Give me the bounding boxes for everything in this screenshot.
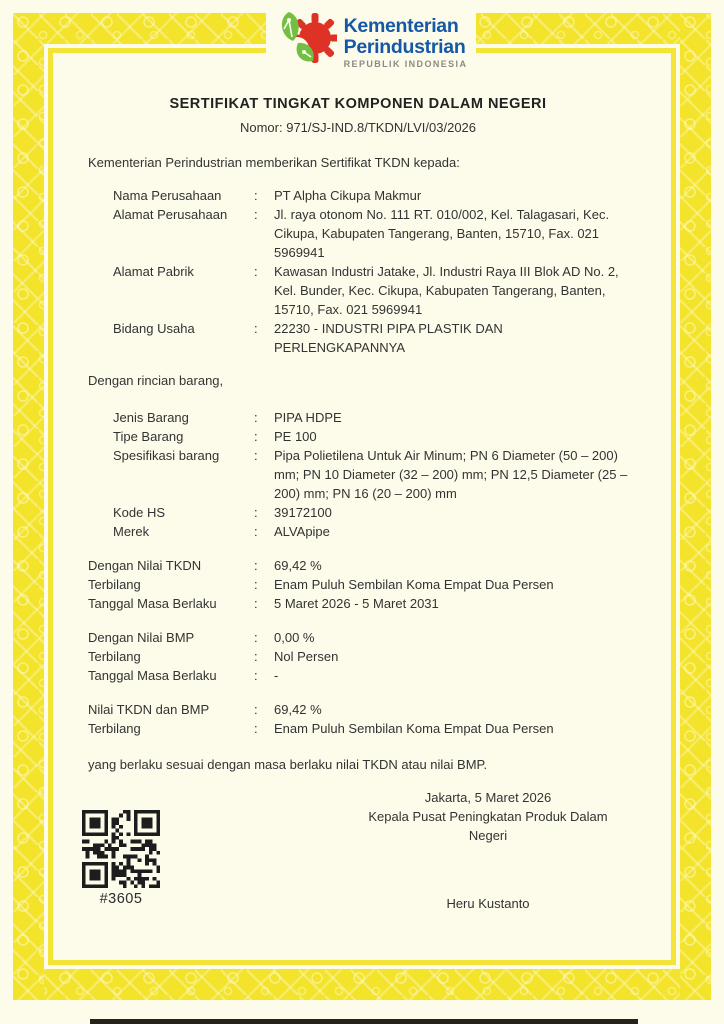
field-row-bmp-masa-berlaku (88, 666, 628, 685)
field-row-alamat-perusahaan (88, 205, 628, 262)
field-label: Terbilang (88, 721, 141, 736)
closing-line: yang berlaku sesuai dengan masa berlaku nilai TKDN atau nilai BMP. (88, 757, 488, 772)
field-row-kode-hs (88, 503, 628, 522)
field-label: Tanggal Masa Berlaku (88, 596, 217, 611)
colon-separator: : (254, 410, 258, 425)
field-row-bmp-terbilang (88, 647, 628, 666)
field-value: 0,00 % (274, 630, 315, 645)
certificate-number: Nomor: 971/SJ-IND.8/TKDN/LVI/03/2026 (239, 120, 477, 135)
field-value: 5 Maret 2026 - 5 Maret 2031 (274, 596, 439, 611)
next-page-edge-bar (90, 1019, 638, 1024)
field-value: 69,42 % (274, 702, 322, 717)
field-row-jenis-barang (88, 408, 628, 427)
ministry-logo (266, 0, 476, 84)
colon-separator: : (254, 505, 258, 520)
colon-separator: : (254, 558, 258, 573)
field-value: ALVApipe (274, 524, 330, 539)
signature-role: Kepala Pusat Peningkatan Produk Dalam Negeri (368, 809, 608, 843)
colon-separator: : (254, 264, 258, 279)
field-row-tkdn-terbilang (88, 575, 628, 594)
gear-leaf-logo-icon (275, 7, 337, 78)
field-row-final-terbilang (88, 719, 628, 738)
field-value: Enam Puluh Sembilan Koma Empat Dua Persen (274, 577, 554, 592)
field-row-bidang-usaha (88, 319, 628, 357)
colon-separator: : (254, 577, 258, 592)
field-value: 69,42 % (274, 558, 322, 573)
certificate-content (88, 95, 628, 968)
colon-separator: : (254, 702, 258, 717)
field-label: Merek (113, 524, 150, 539)
ministry-name-line2: Perindustrian (343, 35, 466, 58)
field-value: Pipa Polietilena Untuk Air Minum; PN 6 Diameter (50 – 200) mm; PN 10 Diameter (32 – 200) mm; PN 12,5 Diameter (25 – 200) mm; PN 16 (20 – 200) mm (274, 448, 628, 501)
colon-separator: : (254, 321, 258, 336)
field-value: PT Alpha Cikupa Makmur (274, 188, 422, 203)
field-row-merek (88, 522, 628, 541)
field-value: 22230 - INDUSTRI PIPA PLASTIK DAN PERLENGKAPANNYA (274, 321, 503, 355)
field-label: Tanggal Masa Berlaku (88, 668, 217, 683)
field-label: Alamat Perusahaan (113, 207, 228, 222)
field-row-nama-perusahaan (88, 186, 628, 205)
colon-separator: : (254, 188, 258, 203)
border-band-left (13, 13, 44, 1000)
field-label: Spesifikasi barang (113, 448, 220, 463)
field-value: Jl. raya otonom No. 111 RT. 010/002, Kel. Talagasari, Kec. Cikupa, Kabupaten Tangerang, Banten, 15710, Fax. 021 5969941 (274, 207, 610, 260)
colon-separator: : (254, 649, 258, 664)
field-value: 39172100 (274, 505, 332, 520)
qr-label: #3605 (99, 891, 143, 907)
field-value: - (274, 668, 279, 683)
signature-name: Heru Kustanto (446, 896, 530, 911)
field-value: Nol Persen (274, 649, 339, 664)
final-fields (88, 700, 628, 738)
field-value: Enam Puluh Sembilan Koma Empat Dua Persen (274, 721, 554, 736)
field-row-tkdn-masa-berlaku (88, 594, 628, 613)
field-label: Bidang Usaha (113, 321, 195, 336)
goods-intro-line: Dengan rincian barang, (88, 373, 224, 388)
field-label: Terbilang (88, 649, 141, 664)
ministry-name-line1: Kementerian (343, 14, 459, 37)
field-row-nilai-bmp (88, 628, 628, 647)
tkdn-fields (88, 556, 628, 613)
field-label: Dengan Nilai TKDN (88, 558, 202, 573)
field-label: Dengan Nilai BMP (88, 630, 195, 645)
qr-block (82, 810, 160, 909)
ministry-subtitle: REPUBLIK INDONESIA (343, 58, 468, 69)
colon-separator: : (254, 721, 258, 736)
ministry-logo-text (344, 16, 468, 69)
colon-separator: : (254, 668, 258, 683)
company-fields (88, 186, 628, 357)
field-label: Nilai TKDN dan BMP (88, 702, 210, 717)
intro-line: Kementerian Perindustrian memberikan Sertifikat TKDN kepada: (88, 155, 460, 170)
field-row-spesifikasi-barang (88, 446, 628, 503)
field-value: PIPA HDPE (274, 410, 342, 425)
border-band-right (680, 13, 711, 1000)
field-label: Tipe Barang (113, 429, 184, 444)
signature-block (358, 788, 618, 913)
signature-place-date: Jakarta, 5 Maret 2026 (424, 790, 552, 805)
border-band-bottom (13, 969, 711, 1000)
colon-separator: : (254, 448, 258, 463)
field-label: Alamat Pabrik (113, 264, 194, 279)
field-label: Jenis Barang (113, 410, 189, 425)
colon-separator: : (254, 630, 258, 645)
colon-separator: : (254, 524, 258, 539)
qr-code (82, 810, 160, 888)
field-row-nilai-tkdn-dan-bmp (88, 700, 628, 719)
colon-separator: : (254, 596, 258, 611)
field-row-tipe-barang (88, 427, 628, 446)
bmp-fields (88, 628, 628, 685)
field-label: Kode HS (113, 505, 166, 520)
colon-separator: : (254, 429, 258, 444)
certificate-title: SERTIFIKAT TINGKAT KOMPONEN DALAM NEGERI (169, 96, 547, 112)
field-label: Nama Perusahaan (113, 188, 222, 203)
field-row-nilai-tkdn (88, 556, 628, 575)
field-label: Terbilang (88, 577, 141, 592)
colon-separator: : (254, 207, 258, 222)
goods-fields (88, 408, 628, 541)
field-row-alamat-pabrik (88, 262, 628, 319)
field-value: PE 100 (274, 429, 317, 444)
footer-area (88, 788, 628, 968)
field-value: Kawasan Industri Jatake, Jl. Industri Raya III Blok AD No. 2, Kel. Bunder, Kec. Cikupa, Kabupaten Tangerang, Banten, 15710, Fax. 021 5969941 (274, 264, 619, 317)
